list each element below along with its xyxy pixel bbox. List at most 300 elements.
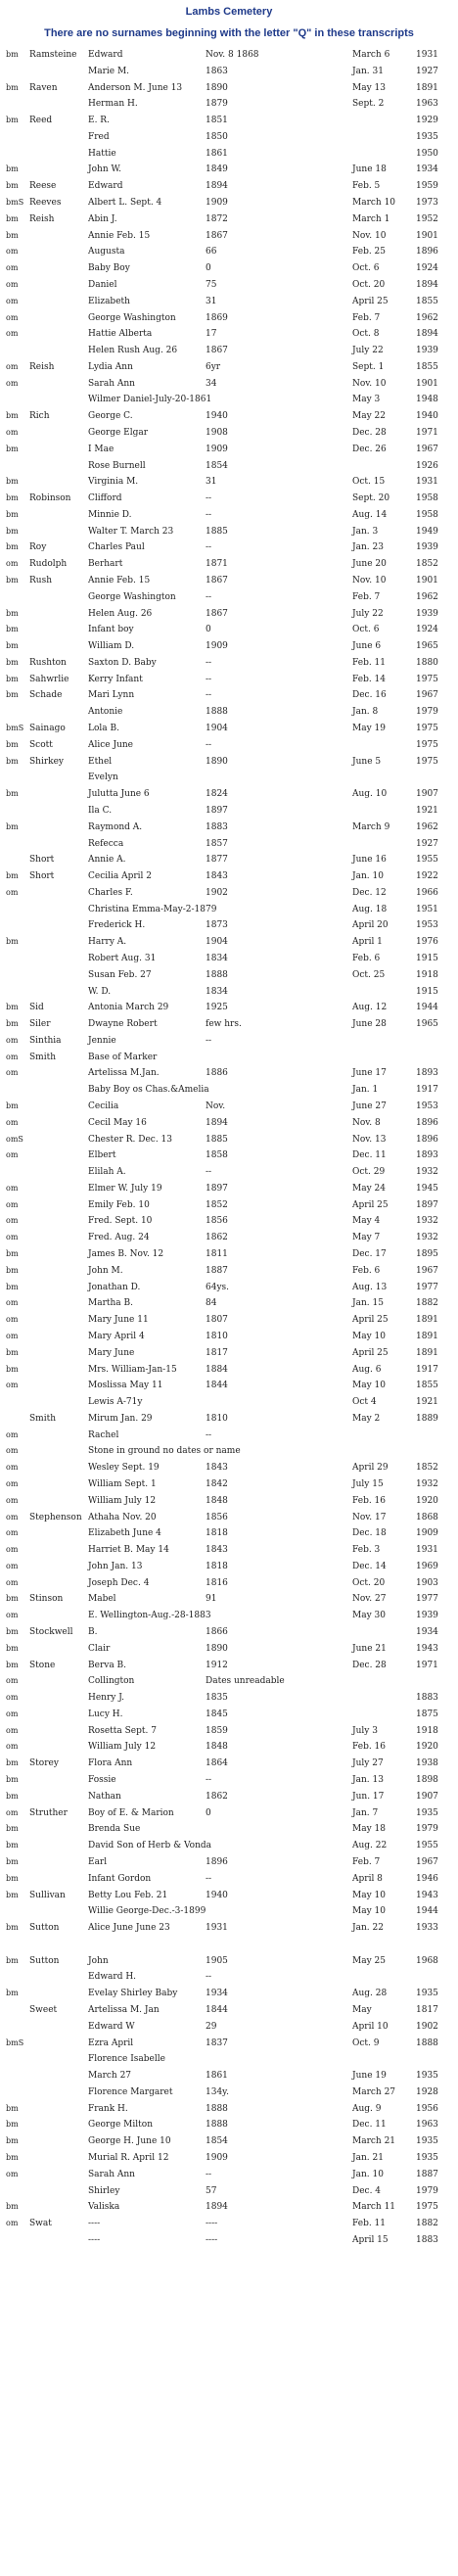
burial-name: David Son of Herb & Vonda [88,1841,212,1851]
burial-code: om [6,1512,19,1522]
burial-death: March 27 [352,2086,396,2097]
burial-name: George Milton [88,2120,153,2131]
burial-death: Jan. 15 [352,1298,384,1309]
burial-row [0,1099,458,1115]
burial-code: bm [6,1660,19,1669]
burial-birth: 1888 [206,2103,228,2114]
burial-birth: 1897 [206,805,228,816]
burial-code: bm [6,756,19,766]
burial-code: om [6,1545,19,1555]
burial-code: bm [6,1643,19,1653]
burial-row [0,655,458,672]
burial-row [0,1903,458,1920]
burial-year: 1962 [416,312,438,323]
burial-birth: 1909 [206,198,228,209]
burial-death: Jan. 7 [352,1807,379,1818]
burial-death: Sept. 1 [352,361,385,372]
burial-year: 1963 [416,99,438,110]
burial-code: bm [6,2120,19,2130]
burial-name: Cecilia [88,1101,119,1111]
burial-name: Helen Aug. 26 [88,608,153,619]
burial-row [0,1756,458,1772]
burial-birth: 1871 [206,559,228,570]
burial-row [0,2051,458,2068]
burial-death: Jan. 13 [352,1775,384,1786]
burial-year: 1891 [416,1347,438,1358]
burial-name: Fossie [88,1775,116,1786]
burial-death: Dec. 26 [352,444,387,454]
burial-surname: Sinthia [29,1035,62,1046]
burial-death: May 10 [352,1381,386,1391]
burial-name: Julutta June 6 [88,789,150,800]
burial-code: bm [6,82,19,92]
burial-death: May 13 [352,82,386,93]
burial-year: 1939 [416,1611,438,1621]
burial-name: Florence Isabelle [88,2054,165,2065]
burial-name: William Sept. 1 [88,1478,157,1489]
burial-row [0,2019,458,2036]
burial-year: 1967 [416,444,438,454]
burial-death: May 18 [352,1824,386,1835]
burial-row [0,1362,458,1379]
burial-birth: 1849 [206,164,228,175]
burial-row [0,868,458,885]
burial-death: Jan. 31 [352,66,384,76]
burial-row [0,984,458,1001]
burial-death: Feb. 7 [352,591,381,602]
burial-death: Nov. 10 [352,230,387,241]
burial-death: May 25 [352,1955,386,1966]
burial-name: Collington [88,1676,135,1687]
burial-surname: Ramsteine [29,50,77,60]
burial-row [0,1132,458,1148]
burial-year: 1967 [416,1265,438,1276]
burial-row [0,1428,458,1444]
burial-death: April 15 [352,2234,389,2245]
burial-row [0,1969,458,1986]
burial-birth: 75 [206,279,217,290]
burial-year: 1935 [416,2136,438,2147]
burial-row [0,1230,458,1246]
burial-row [0,211,458,228]
burial-birth: 6yr [206,361,221,372]
burial-birth: 1851 [206,116,228,126]
burial-birth: Nov. 8 1868 [206,50,259,60]
burial-surname: Siler [29,1019,51,1030]
burial-year: 1907 [416,1791,438,1802]
burial-code: om [6,1446,19,1456]
burial-code: bm [6,477,19,487]
burial-row [0,770,458,786]
burial-birth: -- [206,657,212,668]
burial-birth: 66 [206,247,217,258]
burial-name: Annie A. [88,855,126,866]
burial-name: Mabel [88,1594,116,1605]
burial-name: Minnie D. [88,509,132,520]
burial-birth: 1885 [206,526,228,537]
burial-birth: -- [206,1873,212,1884]
burial-birth: -- [206,509,212,520]
burial-code: om [6,279,19,289]
burial-name: Mary April 4 [88,1331,145,1341]
burial-year: 1883 [416,1693,438,1704]
burial-year: 1943 [416,1890,438,1900]
burial-code: om [6,1528,19,1538]
burial-birth: 1856 [206,1216,228,1227]
burial-name: Lola B. [88,724,119,734]
burial-birth: Nov. [206,1101,226,1111]
burial-birth: 1902 [206,887,228,898]
burial-birth: 1866 [206,1627,228,1637]
burial-name: Annie Feb. 15 [88,230,151,241]
burial-row [0,1460,458,1476]
burial-code: om [6,1577,19,1587]
burial-birth: 1859 [206,1725,228,1736]
burial-name: Jennie [88,1035,116,1046]
burial-death: Jan. 21 [352,2153,384,2163]
burial-row [0,1510,458,1526]
burial-death: May [352,2004,372,2015]
burial-death: Jan. 1 [352,1085,379,1096]
burial-birth: 84 [206,1298,217,1309]
burial-year: 1944 [416,1906,438,1917]
burial-name: Elizabeth June 4 [88,1528,161,1539]
burial-row [0,1723,458,1740]
burial-code: bm [6,608,19,618]
burial-code: bm [6,526,19,536]
burial-birth: -- [206,1035,212,1046]
burial-death: June 21 [352,1643,387,1654]
burial-year: 1951 [416,904,438,914]
burial-year: 1891 [416,1315,438,1326]
burial-code: bmS [6,724,24,733]
burial-surname: Reese [29,181,57,192]
burial-row [0,1821,458,1838]
burial-code: bm [6,871,19,881]
burial-name: Ila C. [88,805,113,816]
burial-birth: 1867 [206,608,228,619]
burial-name: Ethel [88,756,113,767]
burial-year: 1952 [416,213,438,224]
burial-name: B. [88,1627,98,1637]
burial-death: Nov. 27 [352,1594,387,1605]
burial-row [0,1378,458,1394]
burial-death: Dec. 16 [352,690,387,701]
burial-year: 1924 [416,263,438,274]
burial-name: Jonathan D. [88,1282,141,1292]
burial-row [0,1838,458,1854]
burial-name: William D. [88,641,135,652]
burial-death: Nov. 17 [352,1512,387,1522]
burial-death: Dec. 28 [352,1660,387,1670]
burial-code: bm [6,493,19,503]
burial-birth: 31 [206,477,217,488]
burial-name: Mrs. William-Jan-15 [88,1364,177,1375]
burial-birth: 1817 [206,1347,228,1358]
burial-code: om [6,887,19,897]
burial-code: bm [6,576,19,585]
burial-year: 1887 [416,2169,438,2179]
burial-surname: Stephenson [29,1512,82,1522]
burial-code: om [6,1495,19,1505]
burial-code: bm [6,1989,19,1998]
burial-birth: ---- [206,2219,218,2229]
burial-year: 1953 [416,1101,438,1111]
burial-name: Hattie [88,148,116,159]
burial-row [0,967,458,984]
burial-surname: Swat [29,2219,52,2229]
burial-name: Helen Rush Aug. 26 [88,346,178,356]
burial-name: I Mae [88,444,114,454]
burial-year: 1953 [416,920,438,931]
burial-death: July 22 [352,608,384,619]
burial-surname: Sahwrlie [29,674,69,684]
burial-birth: -- [206,493,212,504]
burial-row [0,687,458,704]
burial-row [0,1329,458,1345]
burial-code: bmS [6,198,24,208]
burial-code: bm [6,1627,19,1636]
burial-year: 1901 [416,378,438,389]
burial-row [0,2167,458,2183]
burial-birth: 1897 [206,1183,228,1194]
burial-surname: Shirkey [29,756,65,767]
burial-year: 1963 [416,2120,438,2131]
burial-year: 1921 [416,1397,438,1408]
burial-birth: 1931 [206,1923,228,1934]
burial-code: bm [6,1019,19,1029]
burial-year: 1973 [416,198,438,209]
burial-birth: 1925 [206,1003,228,1013]
burial-name: Willie George-Dec.-3-1899 [88,1906,206,1917]
burial-name: Berva B. [88,1660,127,1670]
burial-year: 1965 [416,1019,438,1030]
burial-row [0,2036,458,2052]
burial-name: John [88,1955,109,1966]
burial-row [0,1280,458,1296]
burial-row [0,1789,458,1805]
burial-death: May 24 [352,1183,386,1194]
burial-code: bm [6,2136,19,2146]
burial-name: Alice June June 23 [88,1923,170,1934]
burial-row [0,885,458,902]
burial-death: May 22 [352,411,386,422]
burial-year: 1927 [416,838,438,849]
burial-year: 1943 [416,1643,438,1654]
burial-row [0,1181,458,1197]
burial-surname: Rushton [29,657,67,668]
burial-surname: Rush [29,576,52,585]
burial-surname: Sutton [29,1923,60,1934]
burial-name: Elbert [88,1150,116,1161]
burial-death: Jan. 22 [352,1923,384,1934]
burial-row [0,244,458,260]
burial-birth: 1854 [206,2136,228,2147]
burial-birth: 1863 [206,66,228,76]
burial-row [0,1345,458,1362]
burial-year: 1929 [416,116,438,126]
burial-year: 1979 [416,707,438,718]
burial-code: bm [6,657,19,667]
burial-row [0,2216,458,2232]
burial-row [0,129,458,146]
burial-death: Oct. 20 [352,279,386,290]
burial-row [0,2133,458,2150]
burial-row [0,1805,458,1822]
burial-name: Edward W [88,2021,135,2032]
burial-death: April 25 [352,1315,389,1326]
burial-surname: Sid [29,1003,44,1013]
burial-death: Aug. 14 [352,509,388,520]
burial-birth: 57 [206,2185,217,2196]
burial-year: 1971 [416,1660,438,1670]
burial-row [0,836,458,853]
burial-year: 1855 [416,1381,438,1391]
burial-name: Edward [88,50,123,60]
burial-death: Jan. 23 [352,542,384,553]
burial-surname: Robinson [29,493,71,504]
burial-row [0,1641,458,1658]
burial-row [0,458,458,475]
burial-code: om [6,1233,19,1242]
burial-death: Nov. 10 [352,576,387,585]
burial-surname: Scott [29,739,53,750]
burial-surname: Rich [29,411,50,422]
burial-year: 1883 [416,2234,438,2245]
burial-row [0,737,458,754]
burial-birth: 1912 [206,1660,228,1670]
burial-row [0,64,458,80]
burial-year: 1932 [416,1233,438,1243]
burial-death: April 29 [352,1463,389,1474]
burial-birth: 1856 [206,1512,228,1522]
burial-year: 1896 [416,247,438,258]
burial-row [0,672,458,688]
burial-name: March 27 [88,2071,132,2082]
burial-birth: 1867 [206,346,228,356]
burial-year: 1920 [416,1742,438,1753]
burial-death: June 5 [352,756,382,767]
burial-year: 1938 [416,1758,438,1769]
burial-name: Lucy H. [88,1709,123,1719]
burial-code: om [6,361,19,371]
burial-birth: 1934 [206,1989,228,1999]
burial-code: bm [6,1775,19,1785]
burial-birth: 1843 [206,1545,228,1556]
burial-name: Elizabeth [88,296,130,306]
burial-death: Dec. 4 [352,2185,382,2196]
burial-code: om [6,1561,19,1570]
burial-death: Feb. 7 [352,312,381,323]
burial-row [0,1164,458,1181]
burial-death: May 19 [352,724,386,734]
burial-birth: ---- [206,2234,218,2245]
burial-name: Baby Boy os Chas.&Amelia [88,1085,209,1096]
burial-name: Annie Feb. 15 [88,576,151,585]
burial-birth: 1848 [206,1742,228,1753]
burial-name: Mary June [88,1347,135,1358]
burial-surname: Sutton [29,1955,60,1966]
burial-code: bm [6,1364,19,1374]
burial-row [0,1082,458,1099]
burial-code: om [6,1150,19,1160]
burial-year: 1909 [416,1528,438,1539]
burial-year: 1917 [416,1364,438,1375]
burial-code: om [6,1298,19,1308]
burial-death: June 27 [352,1101,387,1111]
burial-birth: 1904 [206,724,228,734]
burial-birth: 1885 [206,1134,228,1145]
burial-birth: 29 [206,2021,217,2032]
burial-birth: 31 [206,296,217,306]
burial-birth: 34 [206,378,217,389]
burial-name: Sarah Ann [88,378,135,389]
burial-row [0,2232,458,2249]
burial-name: Earl [88,1856,108,1867]
burial-row [0,1937,458,1953]
burial-code: om [6,2169,19,2178]
burial-year: 1918 [416,1725,438,1736]
burial-death: April 25 [352,296,389,306]
burial-death: Dec. 12 [352,887,387,898]
burial-code: bm [6,625,19,634]
burial-year: 1956 [416,2103,438,2114]
burial-year: 1971 [416,427,438,438]
burial-death: Oct. 29 [352,1167,386,1178]
burial-death: Nov. 8 [352,1117,381,1128]
burial-death: Dec. 18 [352,1528,387,1539]
burial-birth: 1888 [206,2120,228,2131]
burial-row [0,277,458,294]
burial-row [0,1559,458,1575]
burial-year: 1932 [416,1167,438,1178]
burial-code: bm [6,937,19,947]
burial-row [0,1213,458,1230]
burial-birth: -- [206,591,212,602]
burial-name: Abin J. [88,213,117,224]
burial-death: Feb. 16 [352,1742,387,1753]
burial-row [0,1624,458,1641]
burial-code: om [6,296,19,305]
burial-year: 1932 [416,1216,438,1227]
burial-row [0,1295,458,1312]
burial-row [0,1065,458,1082]
burial-name: Harriet B. May 14 [88,1545,169,1556]
burial-name: Infant boy [88,625,134,635]
burial-name: E. Wellington-Aug.-28-1883 [88,1611,211,1621]
burial-birth: 1909 [206,444,228,454]
burial-birth: 1834 [206,986,228,997]
burial-birth: 1904 [206,937,228,948]
burial-birth: 1909 [206,2153,228,2163]
burial-death: May 3 [352,395,381,405]
burial-name: Rose Burnell [88,460,146,471]
burial-year: 1891 [416,1331,438,1341]
burial-code: om [6,1315,19,1325]
burial-name: Lewis A-71y [88,1397,143,1408]
burial-row [0,228,458,245]
burial-code: om [6,1035,19,1045]
burial-death: June 28 [352,1019,387,1030]
burial-birth: 1867 [206,576,228,585]
burial-row [0,1920,458,1937]
burial-birth: 1861 [206,2071,228,2082]
burial-row [0,622,458,638]
burial-name: Henry J. [88,1693,124,1704]
burial-surname: Sainago [29,724,66,734]
burial-death: May 4 [352,1216,381,1227]
burial-row [0,2002,458,2019]
